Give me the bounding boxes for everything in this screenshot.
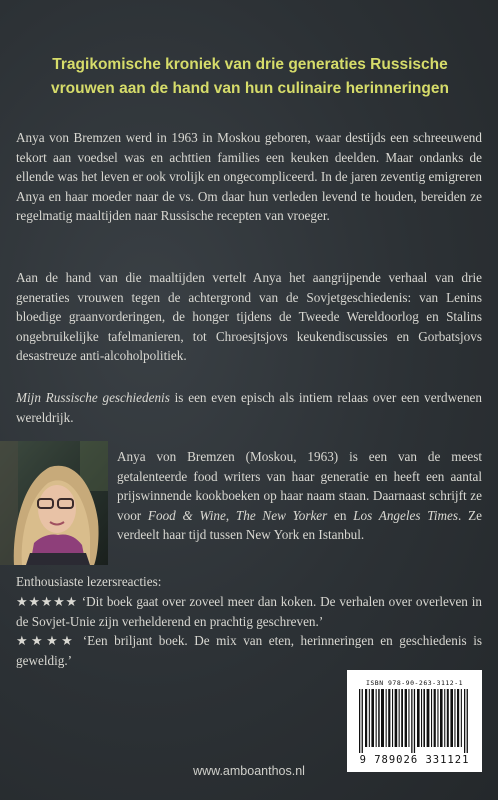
history-paragraph: Aan de hand van die maaltijden vertelt Anya het aangrijpende verhaal van drie generaties vrouwen tegen de achtergrond van de Sovjetgeschiedenis: van Lenins bloedige graanvorderingen, de honger tijdens de Tweede Wereldoorlog en Stalins ongebruikelijke tafelmanieren, tot Chroesjtsjovs keukendiscussies en Gorbatsjovs desastreuze anti-alcoholpolitiek.: [16, 270, 482, 363]
headline-line-1: Tragikomische kroniek van drie generaties Russische: [52, 56, 448, 73]
headline: [40, 53, 460, 101]
headline-line-2: vrouwen aan de hand van hun culinaire herinneringen: [51, 80, 449, 97]
star-rating: ★★★★★: [16, 594, 78, 609]
publication-la-times: Los Angeles Times: [353, 507, 459, 523]
intro-paragraph: Anya von Bremzen werd in 1963 in Moskou geboren, waar destijds een schreeuwend tekort aan voedsel was en achttien families een keuken deelden. Maar ondanks de ellende was het leven er ook vrolijk en ongecompliceerd. In de jaren zeventig emigreren Anya en haar moeder naar de vs. Om daar hun verleden levend te houden, bereiden ze regelmatig maaltijden naar Russische recepten van vroeger.: [16, 130, 482, 223]
ean-digits: 9 789026 331121: [359, 754, 470, 766]
isbn-label: ISBN 978-90-263-3112-1: [365, 679, 464, 687]
separator: ,: [225, 507, 236, 523]
publication-new-yorker: The New Yorker: [235, 507, 328, 523]
separator: en: [327, 507, 354, 523]
reviews-title: Enthousiaste lezersreacties:: [16, 574, 162, 589]
review-item: [16, 592, 482, 631]
publisher-website: www.amboanthos.nl: [193, 764, 305, 778]
author-bio-text: Anya von Bremzen (Moskou, 1963) is een van de meest getalenteerde food writers van haar generatie en heeft een aantal prijswinnende kookboeken op haar naam staan. Daarnaast schrijft ze voor: [117, 449, 482, 523]
star-rating: ★★★★: [16, 633, 77, 648]
review-item: [16, 631, 482, 670]
barcode-bars: [357, 689, 472, 753]
book-title: Mijn Russische geschiedenis: [16, 390, 170, 405]
author-photo: [0, 441, 108, 565]
barcode: [347, 670, 482, 772]
author-bio-text-end: . Ze verdeelt haar tijd tussen New York en Istanbul.: [117, 507, 482, 542]
summary-text: is een even episch als intiem relaas over een verdwenen wereldrijk.: [16, 390, 483, 425]
author-bio: [117, 447, 482, 545]
summary-paragraph: [16, 388, 482, 427]
publication-food-wine: Food & Wine: [147, 507, 226, 523]
review-text: ‘Een briljant boek. De mix van eten, herinneringen en geschiedenis is geweldig.’: [16, 633, 482, 668]
review-text: ‘Dit boek gaat over zoveel meer dan koken. De verhalen over overleven in de Sovjet-Unie zijn verhelderend en prachtig geschreven.’: [16, 594, 482, 629]
